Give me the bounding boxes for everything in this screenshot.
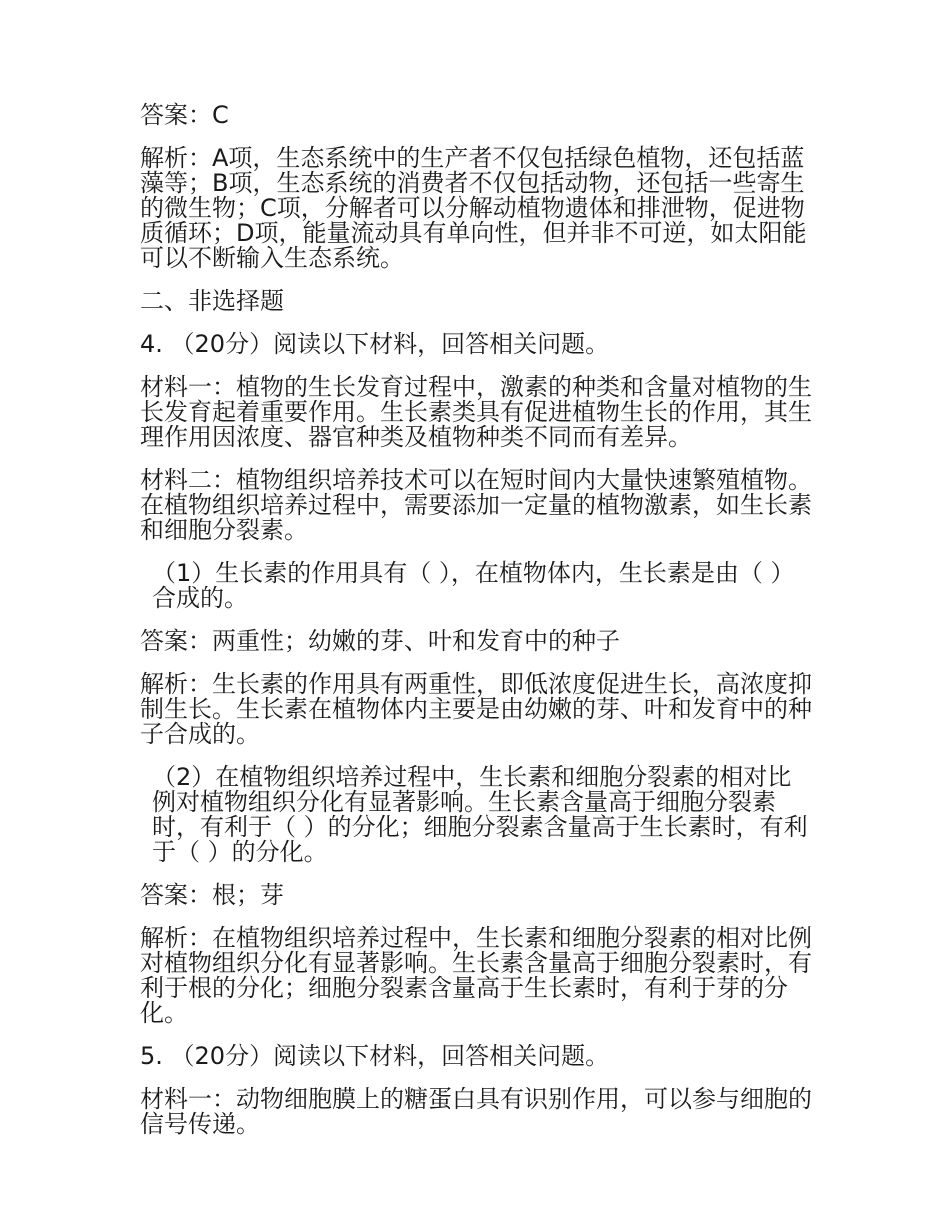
question-title: 5. （20分）阅读以下材料，回答相关问题。 — [140, 1042, 610, 1070]
explanation-text: 解析：在植物组织培养过程中，生长素和细胞分裂素的相对比例对植物组织分化有显著影响。生长素含量高于细胞分裂素时，有利于根的分化；细胞分裂素含量高于生长素时，有利于芽的分化。 — [140, 924, 812, 1027]
material-text: 材料一：植物的生长发育过程中，激素的种类和含量对植物的生长发育起着重要作用。生长素类具有促进植物生长的作用，其生理作用因浓度、器官种类及植物种类不同而有差异。 — [140, 373, 812, 451]
document-page — [140, 103, 812, 1155]
explanation-text: 解析：生长素的作用具有两重性，即低浓度促进生长，高浓度抑制生长。生长素在植物体内主要是由幼嫩的芽、叶和发育中的种子合成的。 — [140, 670, 812, 748]
section-heading: 二、非选择题 — [140, 287, 284, 315]
sub-question: （1）生长素的作用具有（ ），在植物体内，生长素是由（ ）合成的。 — [152, 559, 795, 612]
question-title: 4. （20分）阅读以下材料，回答相关问题。 — [140, 330, 610, 358]
sub-question: （2）在植物组织培养过程中，生长素和细胞分裂素的相对比例对植物组织分化有显著影响。生长素含量高于细胞分裂素时，有利于（ ）的分化；细胞分裂素含量高于生长素时，有利于（ ）的分化。 — [152, 763, 808, 866]
answer-text: 答案：C — [140, 101, 229, 129]
material-text: 材料二：植物组织培养技术可以在短时间内大量快速繁殖植物。在植物组织培养过程中，需要添加一定量的植物激素，如生长素和细胞分裂素。 — [140, 466, 812, 544]
explanation-text: 解析：A项，生态系统中的生产者不仅包括绿色植物，还包括蓝藻等；B项，生态系统的消费者不仅包括动物，还包括一些寄生的微生物；C项，分解者可以分解动植物遗体和排泄物，促进物质循环；D项，能量流动具有单向性，但并非不可逆，如太阳能可以不断输入生态系统。 — [140, 144, 807, 272]
answer-text: 答案：根；芽 — [140, 881, 284, 909]
answer-text: 答案：两重性；幼嫩的芽、叶和发育中的种子 — [140, 627, 620, 655]
material-text: 材料一：动物细胞膜上的糖蛋白具有识别作用，可以参与细胞的信号传递。 — [140, 1085, 812, 1138]
